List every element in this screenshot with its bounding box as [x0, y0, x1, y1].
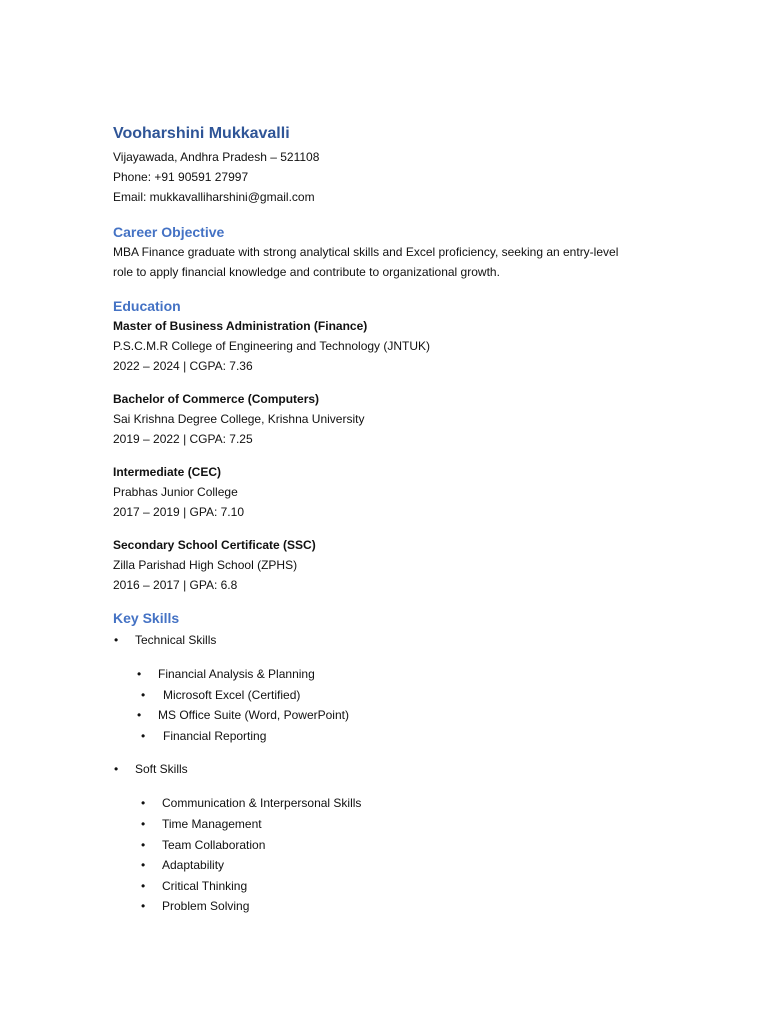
education-heading: Education — [113, 298, 181, 314]
education-details: 2019 – 2022 | CGPA: 7.25 — [113, 432, 253, 446]
list-item — [113, 855, 673, 876]
skill-item: Time Management — [162, 816, 262, 831]
technical-skills-label: Technical Skills — [135, 633, 217, 647]
key-skills-heading: Key Skills — [113, 610, 180, 626]
degree: Intermediate (CEC) — [113, 465, 222, 479]
resume-page — [113, 124, 673, 917]
list-item — [113, 705, 673, 726]
contact-info — [113, 147, 673, 207]
education-entry — [113, 389, 673, 449]
education-details: 2022 – 2024 | CGPA: 7.36 — [113, 359, 253, 373]
list-item — [113, 726, 673, 747]
list-item — [113, 814, 673, 835]
list-item — [113, 664, 673, 685]
institution: Sai Krishna Degree College, Krishna University — [113, 412, 365, 426]
skill-item: Financial Analysis & Planning — [158, 667, 315, 681]
career-objective-heading: Career Objective — [113, 224, 225, 240]
skill-item: Team Collaboration — [162, 837, 266, 852]
education-section — [113, 296, 673, 595]
bullet-icon: • — [141, 858, 146, 873]
address: Vijayawada, Andhra Pradesh – 521108 — [113, 150, 320, 164]
skill-item: Microsoft Excel (Certified) — [163, 687, 301, 702]
list-item — [113, 793, 673, 814]
soft-skills-group — [113, 759, 673, 780]
phone: Phone: +91 90591 27997 — [113, 170, 249, 184]
degree: Master of Business Administration (Finance) — [113, 319, 368, 333]
bullet-icon: • — [141, 796, 146, 811]
list-item — [113, 896, 673, 917]
skill-item: Critical Thinking — [162, 878, 248, 893]
bullet-icon: • — [114, 762, 119, 777]
soft-skills-list — [113, 793, 673, 917]
technical-skills-list — [113, 664, 673, 746]
candidate-name: Vooharshini Mukkavalli — [113, 125, 290, 142]
skill-item: Adaptability — [162, 858, 225, 873]
email: Email: mukkavalliharshini@gmail.com — [113, 190, 315, 204]
list-item — [113, 876, 673, 897]
bullet-icon: • — [137, 708, 142, 723]
institution: Zilla Parishad High School (ZPHS) — [113, 558, 298, 572]
skill-item: MS Office Suite (Word, PowerPoint) — [158, 708, 349, 723]
degree: Secondary School Certificate (SSC) — [113, 538, 316, 552]
bullet-icon: • — [141, 816, 146, 831]
key-skills-section — [113, 608, 673, 917]
education-entry — [113, 535, 673, 595]
institution: P.S.C.M.R College of Engineering and Technology (JNTUK) — [113, 339, 431, 353]
career-objective-line: role to apply financial knowledge and contribute to organizational growth. — [113, 265, 500, 279]
list-item — [113, 685, 673, 706]
bullet-icon: • — [141, 899, 146, 914]
skill-item: Financial Reporting — [163, 728, 267, 743]
education-details: 2016 – 2017 | GPA: 6.8 — [113, 578, 238, 592]
bullet-icon: • — [141, 878, 146, 893]
career-objective-line: MBA Finance graduate with strong analytical skills and Excel proficiency, seeking an entry-level — [113, 245, 619, 259]
technical-skills-group — [113, 630, 673, 651]
education-entry — [113, 462, 673, 522]
career-objective-section — [113, 222, 673, 282]
skill-item: Communication & Interpersonal Skills — [162, 796, 362, 811]
bullet-icon: • — [141, 728, 146, 743]
bullet-icon: • — [141, 837, 146, 852]
list-item — [113, 835, 673, 856]
skill-item: Problem Solving — [162, 899, 250, 914]
institution: Prabhas Junior College — [113, 485, 238, 499]
bullet-icon: • — [141, 687, 146, 702]
bullet-icon: • — [137, 667, 142, 681]
degree: Bachelor of Commerce (Computers) — [113, 392, 320, 406]
soft-skills-label: Soft Skills — [135, 762, 188, 777]
education-details: 2017 – 2019 | GPA: 7.10 — [113, 505, 244, 519]
bullet-icon: • — [114, 633, 119, 647]
education-entry — [113, 316, 673, 376]
